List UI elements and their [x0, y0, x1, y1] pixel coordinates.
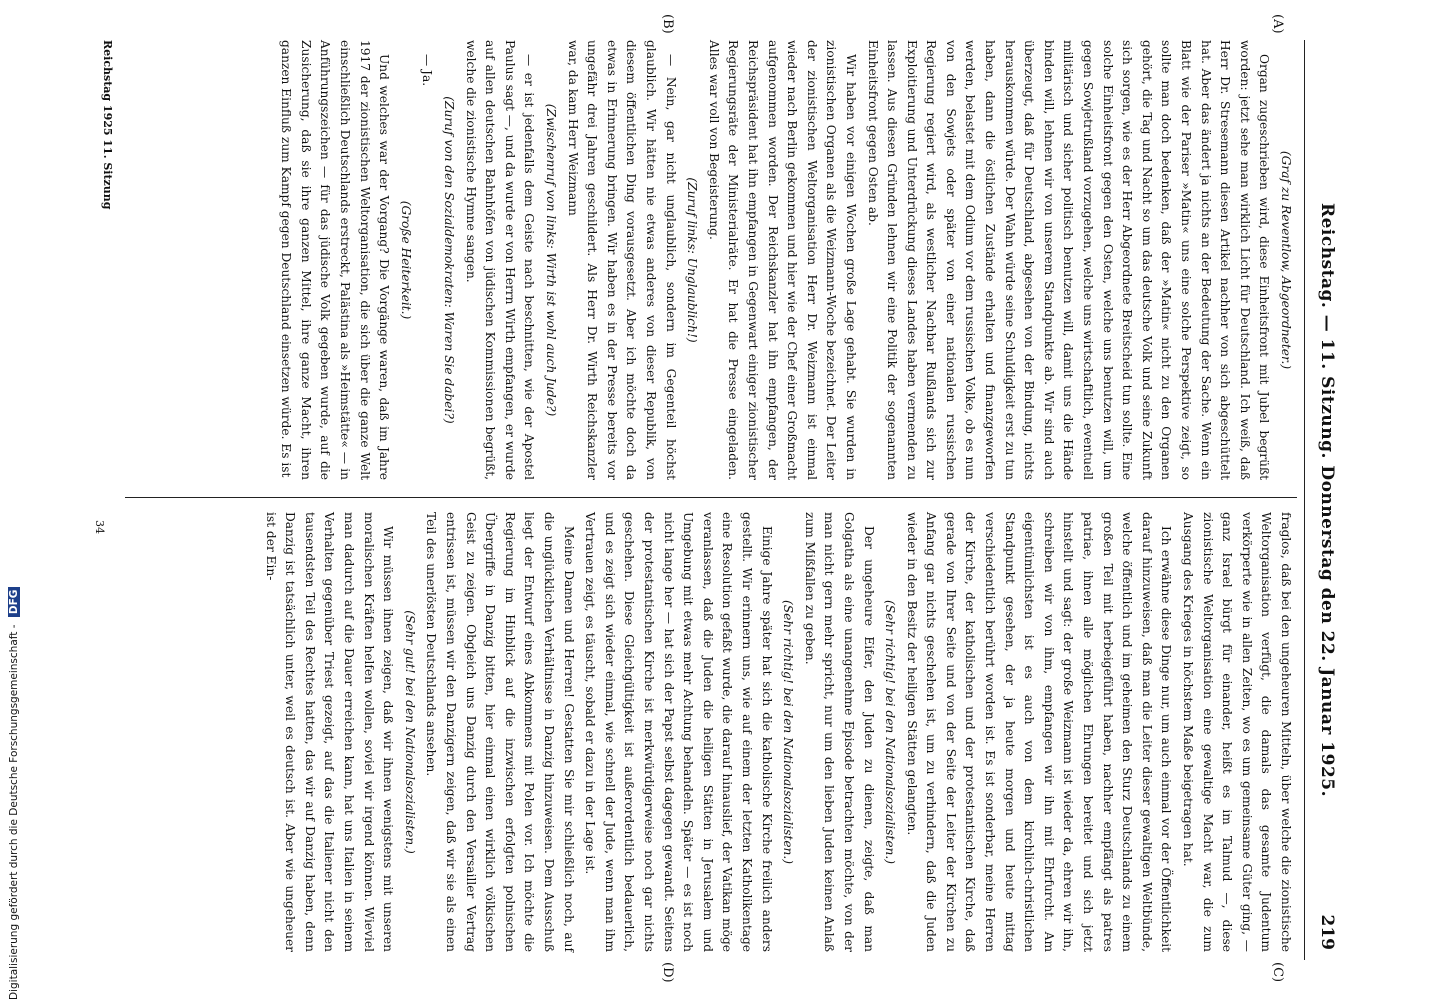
interjection: (Große Heiterkeit.) [398, 200, 413, 320]
paragraph: Einige Jahre später hat sich die katholische Kirche freilich anders gestellt. Wir erinnern uns, wie auf einem der letzten Katholikentage eine Resolution gefaßt wurde, die darauf hinauslief, der Vatikan möge veranlassen, daß die Juden die heiligen Stätten in Jerusalem und Umgebung mit etwas mehr Achtung behandeln. Später — es ist noch nicht lange her — hat sich der Papst selbst dagegen gewandt. Seitens der protestantischen Kirche ist merkwürdigerweise noch gar nichts geschehen. Diese Gleichgültigkeit ist außerordentlich bedauerlich, und es zeigt sich wieder einmal, wie schnell der Jude, wenn man ihm Vertrauen zeigt, es täuscht, sobald er dazu in der Lage ist. [583, 512, 774, 952]
paragraph: — er ist jedenfalls dem Geiste nach beschnitten, wie der Apostel Paulus sagt —, und da wurde er von Herrn Wirth empfangen, er wurde auf allen deutschen Bahnhöfen von jüdischen Kommissionen begrüßt, welche die zionistische Hymne sangen. [463, 40, 537, 480]
paragraph: Ich erwähne diese Dinge nur, um auch einmal vor der Öffentlichkeit darauf hinzuweisen, daß man die Leiter dieser gewaltigen Weltbünde, welche öffentlich und im geheimen den Sturz Deutschlands zu einem großen Teil mit herbeigeführt haben, nachher empfängt als patres patriae, ihnen alle möglichen Ehrungen bereitet und sich jetzt hinstellt und sagt: der große Weizmann ist wieder da, ehren wir ihn, schreiben wir von ihm, empfangen wir ihn mit Ehrfurcht. Am eigentümlichsten ist es auch von dem kirchlich-christlichen Standpunkt gesehen, der ja heute morgen und heute mittag verschiedentlich berührt worden ist. Es ist sonderbar, meine Herren der Kirche, der katholischen und der protestantischen Kirche, daß gerade von Ihrer Seite und von der Seite der Leiter der Kirchen zu Anfang gar nichts geschehen ist, um zu verhindern, daß die Juden wieder in den Besitz der heiligen Stätten gelangten. [904, 512, 1174, 952]
interjection: (Sehr gut! bei den Nationalsozialisten.) [402, 610, 417, 854]
paragraph: Wir müssen ihnen zeigen, daß wir ihnen wenigstens mit unseren moralischen Kräften helfen wollen, soviel wir irgend können. Wieviel man dadurch auf die Dauer erreichen kann, hat uns Italien in seinem Verhalten gegenüber Triest gezeigt, auf das die Italiener nicht den tausendsten Teil des Rechtes hatten, das wir auf Danzig haben, denn Danzig ist tatsächlich unter, weil es deutsch ist. Aber wie ungeheuer ist der Ein- [263, 512, 396, 952]
paragraph: Und welches war der Vorgang? Die Vorgänge waren, daß im Jahre 1917 der zionistischen Weltorganisation, die sich über die ganze Welt einschließlich Deutschlands erstreckt, Palästina als »Heimstätte« — in Anführungszeichen — für das jüdische Volk gegeben wurde, auf die Zusicherung, daß sie ihre ganzen Mittel, ihre ganze Macht, ihren ganzen Einfluß zum Kampf gegen Deutschland einsetzen würde. Es ist [279, 40, 392, 480]
interjection: (Sehr richtig! bei den Nationalsozialisten.) [883, 599, 898, 865]
margin-mark-d: (D) [660, 962, 675, 983]
margin-mark-a: (A) [1270, 14, 1285, 34]
interjection: (Zwischenruf von links: Wirth ist wohl auch Jude?) [544, 103, 559, 417]
rotated-page [95, 0, 1345, 1000]
interjection: (Zuruf links: Unglaublich!) [685, 177, 700, 343]
header-rule [1304, 40, 1305, 960]
paragraph: Meine Damen und Herren! Gestatten Sie mir schließlich noch, auf die unglücklichen Verhältnisse in Danzig hinzuweisen. Dem Ausschuß liegt der Entwurf eines Abkommens mit Polen vor. Ich möchte die Regierung im Hinblick auf die inzwischen erfolgten polnischen Übergriffe in Danzig bitten, hier einmal einen wirklich völkischen Geist zu zeigen. Obgleich uns Danzig durch den Versailler Vertrag entrissen ist, müssen wir den Danzigern zeigen, daß wir sie als einen Teil des unerlösten Deutschlands ansehen. [424, 512, 576, 952]
header-title: Reichstag. — 11. Sitzung. Donnerstag den 22. Januar 1925. [1317, 202, 1337, 798]
digitization-credit [8, 0, 22, 1000]
paragraph: — Nein, gar nicht unglaublich, sondern im Gegenteil höchst glaublich. Wir hätten nie etwas anderes von dieser Republik, von diesem öffentlichen Ding vorausgesetzt. Aber ich möchte doch da etwas in Erinnerung bringen. Wir haben es in der Presse bereits vor ungefähr drei Jahren geschildert. Als Herr Dr. Wirth Reichskanzler war, da kam Herr Weizmann [565, 40, 678, 480]
header-page-number: 219 [1317, 914, 1337, 950]
speaker-line: (Graf zu Reventlow, Abgeordneter.) [1279, 150, 1293, 370]
paragraph: Der ungeheure Eifer, den Juden zu dienen, zeigte, daß man Golgatha als eine unangenehme Episode betrachten möchte, von der man nicht gern mehr spricht, nur um den lieben Juden keinen Anlaß zum Mißfallen zu geben. [802, 512, 876, 952]
paragraph: — Ja. [420, 54, 435, 87]
paragraph: Wir haben vor einigen Wochen große Lage gehabt. Sie wurden in zionistischen Organen als die Weizmann-Woche bezeichnet. Der Leiter der zionistischen Weltorganisation Herr Dr. Weizmann ist einmal wieder nach Berlin gekommen und hier wie der Chef einer Großmacht aufgenommen worden. Der Reichskanzler hat ihn empfangen, der Reichspräsident hat ihn empfangen in Gegenwart einiger zionistischer Regierungsräte der Ministerialräte. Er hat die Presse eingeladen. Alles war voll von Begeisterung. [706, 40, 858, 480]
left-column [274, 40, 1295, 480]
paragraph: fraglos, daß bei den ungeheuren Mitteln, über welche die zionistische Weltorganisation verfügt, die damals das gesamte Judentum verkörperte wie in allen Zeiten, wo es um gemeinsame Güter ging, — ganz Israel bürgt für einander, heißt es im Talmud —, diese zionistische Weltorganisation eine gewaltige Macht war, die zum Ausgang des Krieges in höchstem Maße beigetragen hat. [1181, 512, 1293, 952]
interjection: (Sehr richtig! bei den Nationalsozialisten.) [781, 599, 796, 865]
footer-session: Reichstag 1925 11. Sitzung [101, 40, 114, 210]
footer-page-number: 34 [93, 520, 106, 534]
paragraph: Organ zugeschrieben wird, diese Einheitsfront mit Jubel begrüßt worden: jetzt sehe man wirklich Licht für Deutschland. Ich weiß, daß Herr Dr. Stresemann diesen Artikel nachher von sich abgeschüttelt hat. Aber das ändert ja nichts an der Bedeutung der Sache. Wenn ein Blatt wie der Pariser »Matin« uns eine solche Perspektive zeigt, so sollte man doch bedenken, daß der »Matin« nicht zu den Organen gehört, die Tag und Nacht so um das deutsche Volk und seine Zukunft sich sorgen, wie es der Herr Abgeordnete Breitscheid tun sollte. Eine solche Einheitsfront gegen den Osten, welche uns benutzen will, um gegen Sowjetrußland vorzugehen, welche uns wirtschaftlich, eventuell militärisch und sicher politisch benutzen will, damit uns die Hände binden will, lehnen wir von unserem Standpunkte ab. Wir sind auch überzeugt, daß für Deutschland, abgesehen von der Bindung, nichts herauskommen würde. Der Wahn würde seine Schuldigkeit erst zu tun haben, dann die östlichen Zustände erhalten und finanzgeworfen werden, belastet mit dem Odium vor dem russischen Volke, ob es nun von den Sowjets oder später von einer nationalen russischen Regierung regiert wird, als westlicher Nachbar Rußlands sich zur Exploitierung und Unterdrückung dieses Landes haben vermenden zu lassen. Aus diesen Gründen lehnen wir eine Politik der sogenannten Einheitsfront gegen Osten ab. [865, 40, 1272, 480]
margin-mark-c: (C) [1270, 962, 1285, 983]
margin-mark-b: (B) [660, 14, 675, 34]
interjection: (Zuruf von den Sozialdemokraten: Waren Sie dabei?) [442, 96, 457, 424]
right-column [258, 512, 1295, 952]
column-separator [125, 497, 1297, 498]
credit-text: Digitalisierung gefördert durch die Deutsche Forschungsgemeinschaft - [8, 624, 20, 1000]
dfg-logo: DFG [8, 587, 20, 618]
page-header [1307, 40, 1337, 960]
